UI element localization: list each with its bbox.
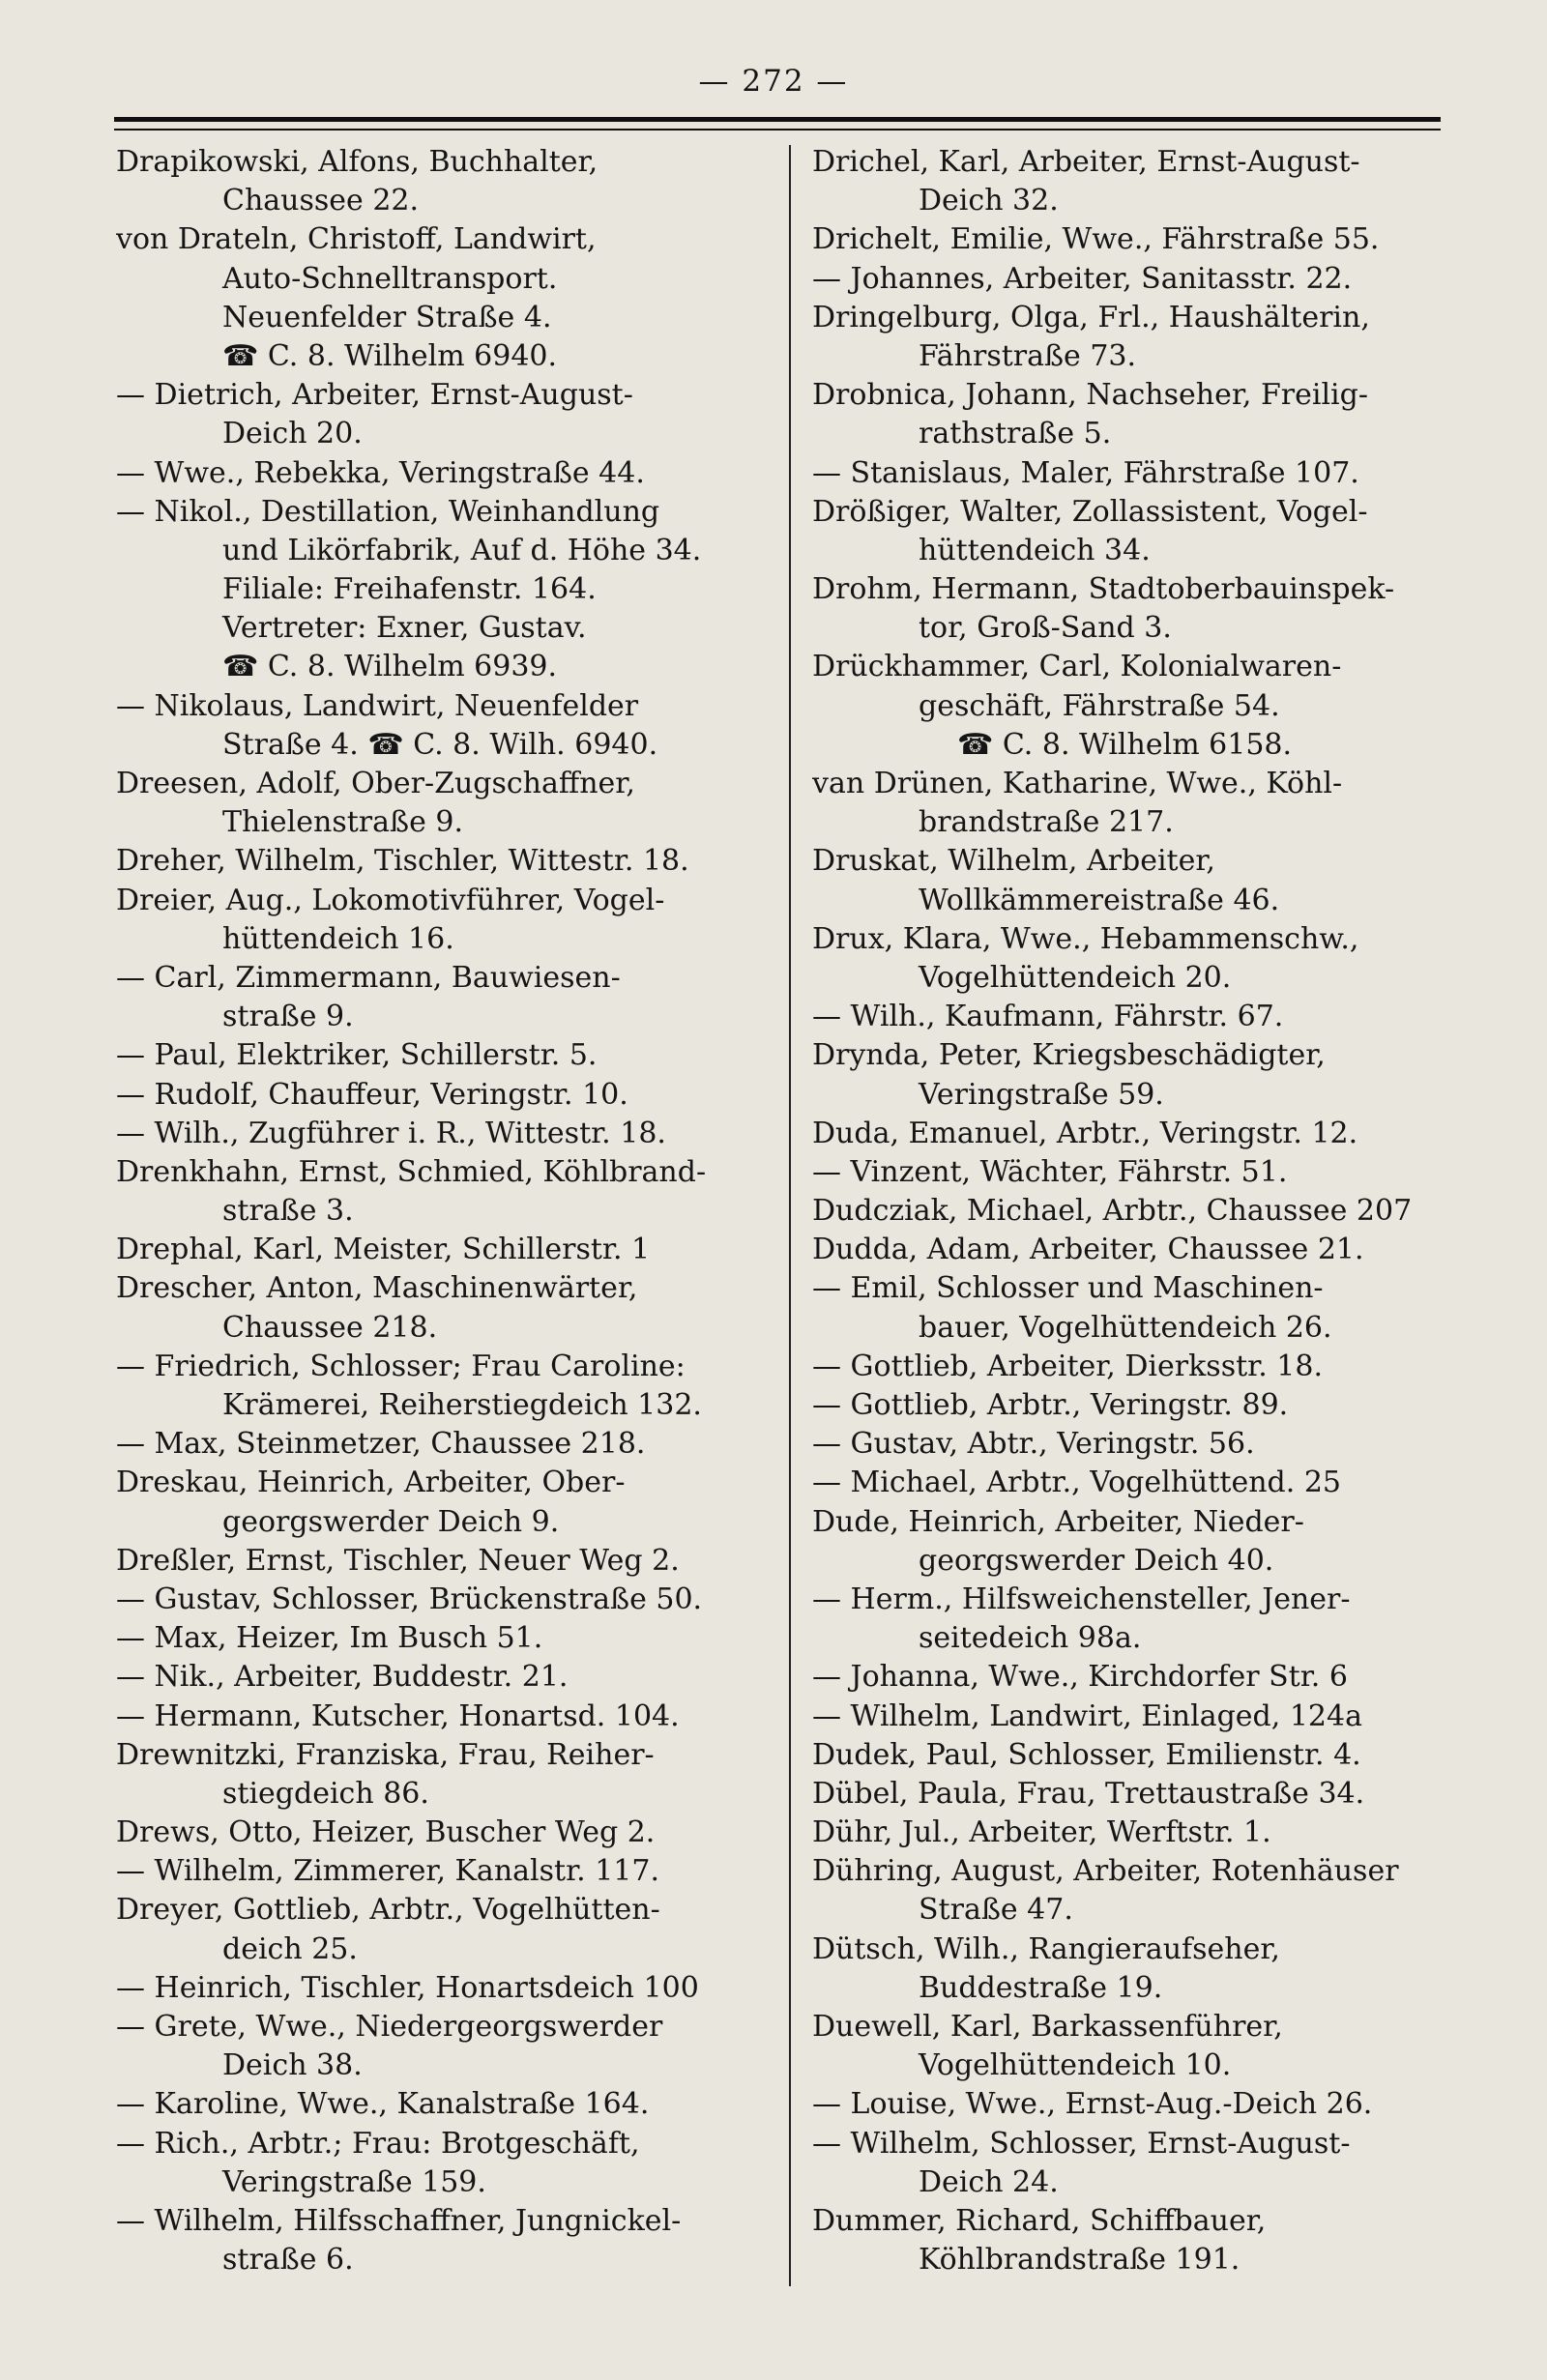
directory-entry-line: straße 9. [222,1000,354,1034]
directory-entry-line: Dühring, August, Arbeiter, Rotenhäuser [812,1854,1399,1889]
directory-entry-line: — Wwe., Rebekka, Veringstraße 44. [116,455,645,490]
directory-entry-line: Drescher, Anton, Maschinenwärter, [116,1271,638,1306]
directory-entry-line: — Grete, Wwe., Niedergeorgswerder [116,2010,663,2044]
directory-entry-line: Straße 4. ☎ C. 8. Wilh. 6940. [222,727,658,762]
directory-entry-line: Duewell, Karl, Barkassenführer, [812,2010,1283,2044]
directory-entry-line: hüttendeich 34. [919,533,1151,567]
directory-entry-line: Neuenfelder Straße 4. [222,300,552,334]
directory-entry-line: — Herm., Hilfsweichensteller, Jener- [812,1582,1351,1616]
directory-entry-line: tor, Groß-Sand 3. [919,611,1172,646]
directory-entry-line: — Friedrich, Schlosser; Frau Caroline: [116,1349,686,1383]
directory-entry-line: Dudcziak, Michael, Arbtr., Chaussee 207 [812,1194,1413,1229]
directory-entry-line: — Wilh., Zugführer i. R., Wittestr. 18. [116,1116,666,1150]
directory-entry-line: — Louise, Wwe., Ernst-Aug.-Deich 26. [812,2087,1373,2122]
directory-entry-line: — Nik., Arbeiter, Buddestr. 21. [116,1660,569,1695]
directory-entry-line: — Gustav, Schlosser, Brückenstraße 50. [116,1582,703,1616]
directory-entry-line: Duda, Emanuel, Arbtr., Veringstr. 12. [812,1116,1358,1150]
directory-entry-line: straße 3. [222,1194,354,1229]
directory-entry-line: Veringstraße 159. [222,2164,486,2199]
directory-entry-line: deich 25. [222,1931,358,1966]
directory-entry-line: Vogelhüttendeich 20. [919,960,1232,995]
directory-entry-line: Dreier, Aug., Lokomotivführer, Vogel- [116,883,665,917]
directory-entry-line: und Likörfabrik, Auf d. Höhe 34. [222,533,702,567]
directory-entry-line: Deich 24. [919,2164,1059,2199]
directory-entry-line: ☎ C. 8. Wilhelm 6158. [957,727,1293,762]
directory-entry-line: straße 6. [222,2243,354,2278]
directory-entry-line: — Johanna, Wwe., Kirchdorfer Str. 6 [812,1660,1348,1695]
directory-entry-line: — Heinrich, Tischler, Honartsdeich 100 [116,1970,699,2005]
directory-entry-line: Drichel, Karl, Arbeiter, Ernst-August- [812,145,1360,179]
directory-entry-line: Chaussee 22. [222,184,420,218]
directory-entry-line: Drichelt, Emilie, Wwe., Fährstraße 55. [812,222,1380,257]
directory-entry-line: Dummer, Richard, Schiffbauer, [812,2203,1267,2238]
directory-entry-line: Krämerei, Reiherstiegdeich 132. [222,1388,702,1422]
directory-entry-line: Dringelburg, Olga, Frl., Haushälterin, [812,300,1370,334]
directory-entry-line: von Drateln, Christoff, Landwirt, [116,222,597,257]
directory-entry-line: — Nikolaus, Landwirt, Neuenfelder [116,688,639,723]
directory-entry-line: — Gottlieb, Arbeiter, Dierksstr. 18. [812,1349,1323,1383]
directory-entry-line: — Gustav, Abtr., Veringstr. 56. [812,1427,1255,1462]
directory-entry-line: — Hermann, Kutscher, Honartsd. 104. [116,1698,680,1733]
directory-entry-line: Dreher, Wilhelm, Tischler, Wittestr. 18. [116,844,689,879]
directory-entry-line: bauer, Vogelhüttendeich 26. [919,1310,1332,1345]
directory-entry-line: Drenkhahn, Ernst, Schmied, Köhlbrand- [116,1154,707,1189]
directory-entry-line: Köhlbrandstraße 191. [919,2243,1241,2278]
directory-entry-line: Drephal, Karl, Meister, Schillerstr. 1 [116,1233,651,1267]
directory-entry-line: rathstraße 5. [919,417,1112,451]
directory-entry-line: ☎ C. 8. Wilhelm 6940. [222,338,558,373]
directory-entry-line: Drapikowski, Alfons, Buchhalter, [116,145,598,179]
directory-entry-line: Drewnitzki, Franziska, Frau, Reiher- [116,1737,655,1772]
directory-entry-line: — Wilhelm, Schlosser, Ernst-August- [812,2126,1351,2161]
directory-entry-line: — Max, Heizer, Im Busch 51. [116,1621,543,1656]
directory-entry-line: — Emil, Schlosser und Maschinen- [812,1271,1324,1306]
directory-entry-line: Drückhammer, Carl, Kolonialwaren- [812,650,1342,684]
directory-entry-line: — Gottlieb, Arbtr., Veringstr. 89. [812,1388,1289,1422]
directory-entry-line: Chaussee 218. [222,1310,438,1345]
directory-entry-line: Dudek, Paul, Schlosser, Emilienstr. 4. [812,1737,1361,1772]
directory-entry-line: Wollkämmereistraße 46. [919,883,1280,917]
directory-entry-line: — Dietrich, Arbeiter, Ernst-August- [116,378,633,413]
directory-entry-line: brandstraße 217. [919,805,1174,840]
directory-entry-line: Drohm, Hermann, Stadtoberbauinspek- [812,572,1395,607]
directory-entry-line: Deich 32. [919,184,1059,218]
directory-entry-line: — Wilhelm, Zimmerer, Kanalstr. 117. [116,1854,659,1889]
directory-entry-line: seitedeich 98a. [919,1621,1142,1656]
directory-entry-line: Deich 20. [222,417,363,451]
directory-entry-line: Buddestraße 19. [919,1970,1163,2005]
directory-entry-line: Drux, Klara, Wwe., Hebammenschw., [812,921,1359,956]
header-rule-thin [114,129,1441,131]
directory-entry-line: Druskat, Wilhelm, Arbeiter, [812,844,1215,879]
directory-entry-line: georgswerder Deich 9. [222,1504,560,1539]
directory-entry-line: ☎ C. 8. Wilhelm 6939. [222,650,558,684]
directory-entry-line: — Paul, Elektriker, Schillerstr. 5. [116,1038,598,1073]
directory-entry-line: Deich 38. [222,2048,363,2083]
directory-entry-line: Vertreter: Exner, Gustav. [222,611,587,646]
directory-entry-line: Dreyer, Gottlieb, Arbtr., Vogelhütten- [116,1893,660,1928]
directory-entry-line: — Michael, Arbtr., Vogelhüttend. 25 [812,1466,1342,1500]
directory-entry-line: Fährstraße 73. [919,338,1137,373]
directory-entry-line: Dütsch, Wilh., Rangieraufseher, [812,1931,1280,1966]
directory-entry-line: — Karoline, Wwe., Kanalstraße 164. [116,2087,650,2122]
directory-entry-line: — Wilhelm, Hilfsschaffner, Jungnickel- [116,2203,682,2238]
directory-entry-line: — Rich., Arbtr.; Frau: Brotgeschäft, [116,2126,640,2161]
directory-entry-line: Veringstraße 59. [919,1077,1164,1112]
directory-entry-line: stiegdeich 86. [222,1776,429,1811]
header-rule [114,117,1441,122]
directory-entry-line: — Wilhelm, Landwirt, Einlaged, 124a [812,1698,1362,1733]
directory-entry-line: Dudda, Adam, Arbeiter, Chaussee 21. [812,1233,1364,1267]
directory-entry-line: Auto-Schnelltransport. [222,261,558,296]
directory-entry-line: Dreskau, Heinrich, Arbeiter, Ober- [116,1466,626,1500]
directory-entry-line: — Stanislaus, Maler, Fährstraße 107. [812,455,1359,490]
directory-entry-line: Dude, Heinrich, Arbeiter, Nieder- [812,1504,1304,1539]
directory-entry-line: Drobnica, Johann, Nachseher, Freilig- [812,378,1368,413]
directory-entry-line: — Max, Steinmetzer, Chaussee 218. [116,1427,646,1462]
directory-entry-line: Dreßler, Ernst, Tischler, Neuer Weg 2. [116,1543,680,1578]
directory-entry-line: Vogelhüttendeich 10. [919,2048,1232,2083]
right-column [812,143,1489,2279]
directory-entry-line: Dreesen, Adolf, Ober-Zugschaffner, [116,767,635,800]
left-column [116,143,793,2279]
directory-entry-line: Dühr, Jul., Arbeiter, Werftstr. 1. [812,1815,1271,1850]
directory-entry-line: Drews, Otto, Heizer, Buscher Weg 2. [116,1815,656,1850]
directory-entry-line: — Rudolf, Chauffeur, Veringstr. 10. [116,1077,628,1112]
directory-entry-line: — Johannes, Arbeiter, Sanitasstr. 22. [812,261,1353,296]
directory-entry-line: Straße 47. [919,1893,1073,1928]
directory-entry-line: Dübel, Paula, Frau, Trettaustraße 34. [812,1776,1365,1811]
directory-entry-line: hüttendeich 16. [222,921,454,956]
directory-entry-line: Thielenstraße 9. [222,805,463,840]
directory-entry-line: georgswerder Deich 40. [919,1543,1274,1578]
directory-entry-line: — Vinzent, Wächter, Fährstr. 51. [812,1154,1288,1189]
directory-entry-line: van Drünen, Katharine, Wwe., Köhl- [812,767,1343,800]
directory-entry-line: Drynda, Peter, Kriegsbeschädigter, [812,1038,1326,1073]
directory-entry-line: — Nikol., Destillation, Weinhandlung [116,494,660,529]
directory-entry-line: Filiale: Freihafenstr. 164. [222,572,597,607]
directory-entry-line: — Carl, Zimmermann, Bauwiesen- [116,960,621,995]
directory-entry-line: Drößiger, Walter, Zollassistent, Vogel- [812,494,1368,529]
directory-entry-line: geschäft, Fährstraße 54. [919,688,1280,723]
directory-entry-line: — Wilh., Kaufmann, Fährstr. 67. [812,1000,1284,1034]
page-number: — 272 — [698,64,849,99]
